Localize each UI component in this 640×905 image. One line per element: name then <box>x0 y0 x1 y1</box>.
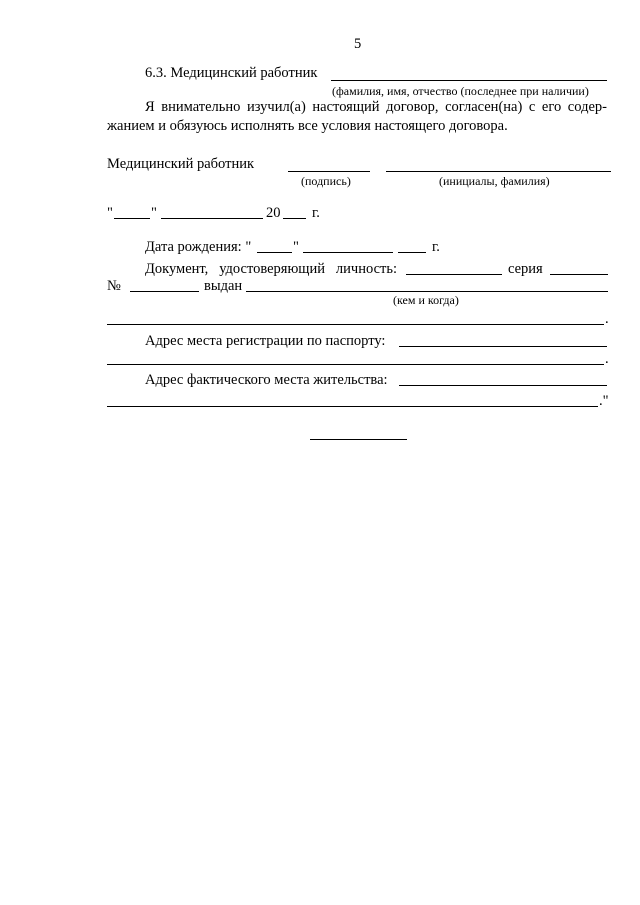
birth-month-field[interactable] <box>303 252 393 253</box>
signature-caption: (подпись) <box>301 174 351 188</box>
issued-caption: (кем и когда) <box>393 293 459 307</box>
statement-word: содер- <box>567 99 607 115</box>
page-number: 5 <box>354 36 362 52</box>
statement-line-1 <box>145 100 607 115</box>
birth-date-label: Дата рождения: " <box>145 239 252 255</box>
document-label-word: Документ, <box>145 261 209 277</box>
date-year-field[interactable] <box>283 218 306 219</box>
date-quote-close: " <box>151 205 157 221</box>
series-label: серия <box>508 261 543 277</box>
residence-address-label: Адрес фактического места жительства: <box>145 372 388 388</box>
date-day-field[interactable] <box>114 218 150 219</box>
residence-address-field[interactable] <box>399 385 607 386</box>
birth-year-suffix: г. <box>432 239 440 255</box>
document-label <box>145 262 397 277</box>
issued-end-period: . <box>605 311 609 327</box>
statement-word: его <box>541 99 562 115</box>
end-separator <box>310 439 407 440</box>
residence-end-mark: ." <box>599 393 609 409</box>
statement-word: согласен(на) <box>445 99 523 115</box>
statement-word: настоящий <box>312 99 380 115</box>
section-heading: 6.3. Медицинский работник <box>145 65 318 81</box>
initials-caption: (инициалы, фамилия) <box>439 174 550 188</box>
statement-word: договор, <box>386 99 439 115</box>
signature-field[interactable] <box>288 171 370 172</box>
full-name-field[interactable] <box>331 80 607 81</box>
statement-word: с <box>528 99 536 115</box>
registration-address-label: Адрес места регистрации по паспорту: <box>145 333 386 349</box>
registration-address-field[interactable] <box>399 346 607 347</box>
issued-by-field[interactable] <box>246 291 608 292</box>
initials-field[interactable] <box>386 171 611 172</box>
signature-label: Медицинский работник <box>107 156 255 172</box>
birth-quote-close: " <box>293 239 299 255</box>
date-year-prefix: 20 <box>266 205 281 221</box>
document-label-word: удостоверяющий <box>219 261 325 277</box>
date-month-field[interactable] <box>161 218 263 219</box>
statement-word: внимательно <box>161 99 241 115</box>
statement-word: Я <box>145 99 155 115</box>
registration-end-period: . <box>605 351 609 367</box>
number-label: № <box>107 278 121 294</box>
birth-year-field[interactable] <box>398 252 426 253</box>
document-type-field[interactable] <box>406 274 502 275</box>
issued-by-field-continued[interactable] <box>107 324 604 325</box>
series-field[interactable] <box>550 274 608 275</box>
registration-address-field-continued[interactable] <box>107 364 604 365</box>
document-label-word: личность: <box>335 261 397 277</box>
full-name-caption: (фамилия, имя, отчество (последнее при наличии) <box>332 84 589 98</box>
date-year-suffix: г. <box>312 205 320 221</box>
date-quote-open: " <box>107 205 113 221</box>
number-field[interactable] <box>130 291 199 292</box>
statement-word: изучил(а) <box>247 99 306 115</box>
birth-day-field[interactable] <box>257 252 292 253</box>
residence-address-field-continued[interactable] <box>107 406 598 407</box>
issued-label: выдан <box>204 278 243 294</box>
statement-line-2: жанием и обязуюсь исполнять все условия настоящего договора. <box>107 118 508 134</box>
